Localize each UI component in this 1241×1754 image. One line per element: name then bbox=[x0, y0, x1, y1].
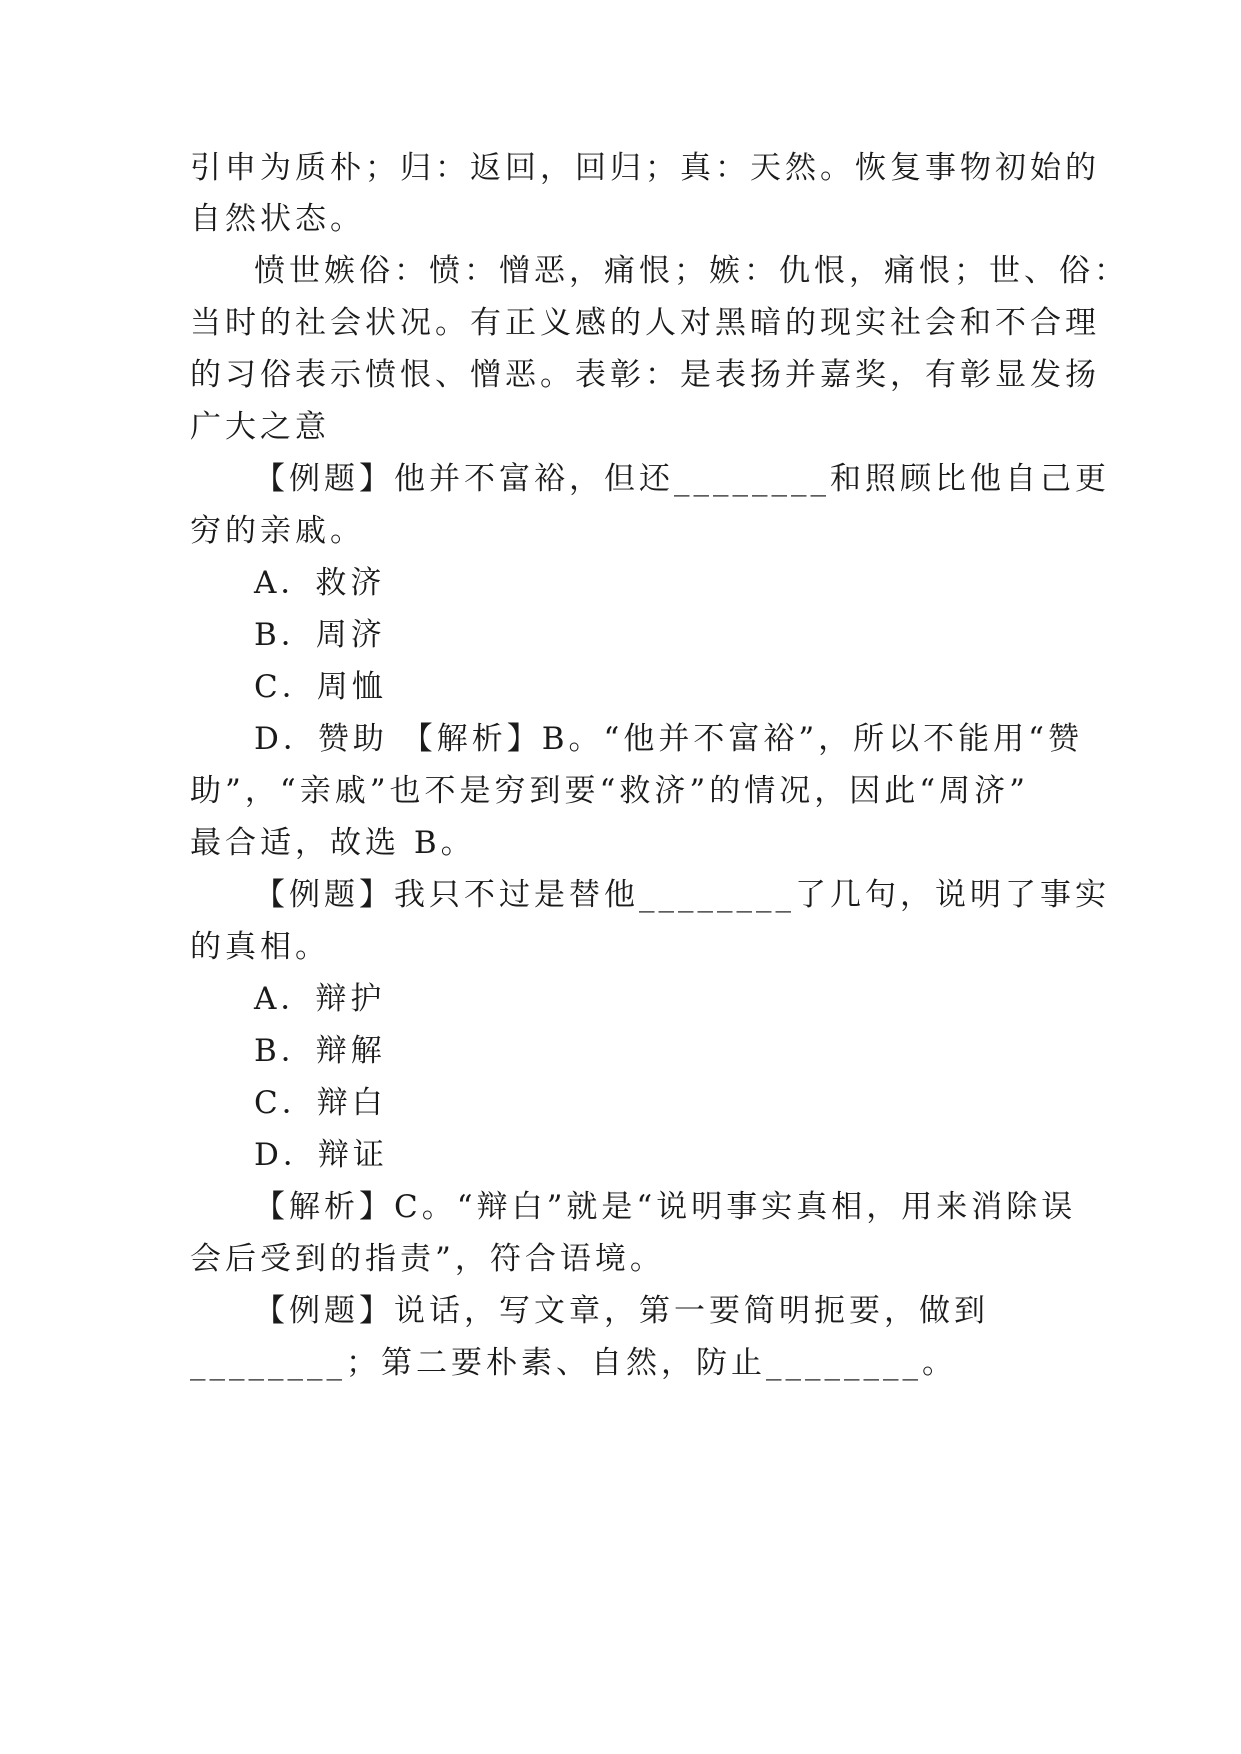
answer-option: B．辩解 bbox=[254, 1033, 386, 1069]
paragraph-line: 穷的亲戚。 bbox=[190, 513, 365, 549]
answer-option: D．辩证 bbox=[254, 1137, 388, 1173]
paragraph-line: 愤世嫉俗：愤：憎恶，痛恨；嫉：仇恨，痛恨；世、俗： bbox=[254, 253, 1129, 289]
analysis-line: 会后受到的指责”，符合语境。 bbox=[190, 1241, 665, 1277]
answer-option: C．周恤 bbox=[254, 669, 387, 705]
paragraph-line: ________；第二要朴素、自然，防止________。 bbox=[190, 1345, 957, 1381]
answer-option: D．赞助 【解析】B。“他并不富裕”，所以不能用“赞 bbox=[254, 721, 1084, 757]
paragraph-line: 的习俗表示愤恨、憎恶。表彰：是表扬并嘉奖，有彰显发扬 bbox=[190, 357, 1100, 393]
paragraph-line: 自然状态。 bbox=[190, 201, 365, 237]
example-question: 【例题】他并不富裕，但还________和照顾比他自己更 bbox=[254, 461, 1110, 497]
paragraph-line: 引申为质朴；归：返回，回归；真：天然。恢复事物初始的 bbox=[190, 150, 1100, 186]
paragraph-line: 广大之意 bbox=[190, 409, 330, 445]
analysis-line: 最合适，故选 B。 bbox=[190, 825, 476, 861]
answer-option: A．救济 bbox=[254, 565, 386, 601]
answer-option: C．辩白 bbox=[254, 1085, 387, 1121]
paragraph-line: 的真相。 bbox=[190, 929, 330, 965]
answer-option: A．辩护 bbox=[254, 981, 386, 1017]
analysis-line: 【解析】C。“辩白”就是“说明事实真相，用来消除误 bbox=[254, 1189, 1077, 1225]
example-question: 【例题】我只不过是替他________了几句，说明了事实 bbox=[254, 877, 1110, 913]
paragraph-line: 当时的社会状况。有正义感的人对黑暗的现实社会和不合理 bbox=[190, 305, 1100, 341]
answer-option: B．周济 bbox=[254, 617, 386, 653]
example-question: 【例题】说话，写文章，第一要简明扼要，做到 bbox=[254, 1293, 989, 1329]
analysis-line: 助”，“亲戚”也不是穷到要“救济”的情况，因此“周济” bbox=[190, 773, 1029, 809]
